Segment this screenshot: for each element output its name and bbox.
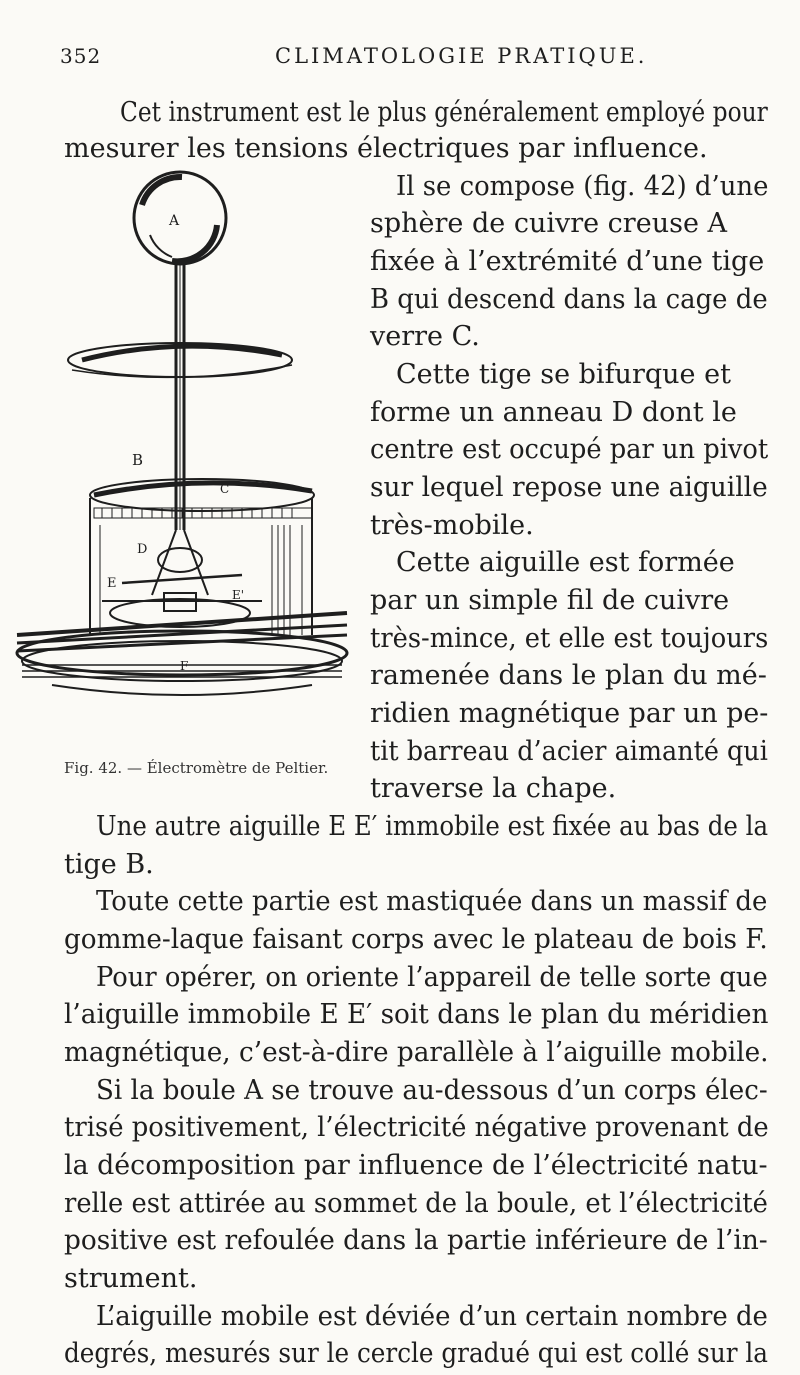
body-line: Cette tige se bifurque et [396, 359, 731, 390]
label-b: B [132, 451, 144, 469]
label-e-prime: E' [232, 588, 245, 602]
label-e: E [107, 576, 117, 591]
label-a: A [169, 213, 180, 229]
body-line: relle est attirée au sommet de la boule, et l’électricité [64, 1188, 768, 1219]
label-c: C [220, 482, 230, 496]
body-line: centre est occupé par un pivot [370, 434, 769, 465]
body-line: L’aiguille mobile est déviée d’un certain nombre de [96, 1301, 768, 1332]
body-line: Cette aiguille est formée [396, 547, 735, 578]
body-line: Si la boule A se trouve au-dessous d’un corps élec- [96, 1075, 768, 1106]
body-line: degrés, mesurés sur le cercle gradué qui est collé sur la [64, 1338, 768, 1369]
body-line: fixée à l’extrémité d’une tige [370, 246, 765, 277]
body-line: Cet instrument est le plus généralement employé pour [120, 97, 768, 128]
body-line: par un simple fil de cuivre [370, 585, 730, 616]
body-line: très-mince, et elle est toujours [370, 623, 769, 654]
body-line: positive est refoulée dans la partie inférieure de l’in- [64, 1225, 768, 1256]
figure-caption: Fig. 42. — Électromètre de Peltier. [64, 759, 329, 777]
body-line: tige B. [64, 849, 154, 880]
page-number: 352 [60, 44, 102, 68]
body-line: forme un anneau D dont le [370, 397, 737, 428]
body-line: ramenée dans le plan du mé- [370, 660, 767, 691]
body-line: l’aiguille immobile E E′ soit dans le plan du méridien [64, 999, 769, 1030]
electrometer-illustration [107, 165, 337, 755]
label-d: D [137, 542, 148, 557]
electrometer-figure [107, 165, 337, 755]
running-title: CLIMATOLOGIE PRATIQUE. [275, 44, 648, 68]
body-line: la décomposition par influence de l’électricité natu- [64, 1150, 768, 1181]
body-line: verre C. [370, 321, 480, 352]
body-line: gomme-laque faisant corps avec le plateau de bois F. [64, 924, 768, 955]
body-line: trisé positivement, l’électricité négative provenant de [64, 1112, 769, 1143]
body-line: Une autre aiguille E E′ immobile est fixée au bas de la [96, 811, 769, 842]
body-line: Pour opérer, on oriente l’appareil de telle sorte que [96, 962, 768, 993]
body-line: sphère de cuivre creuse A [370, 208, 727, 239]
body-line: très-mobile. [370, 510, 534, 541]
body-line: tit barreau d’acier aimanté qui [370, 736, 768, 767]
body-line: mesurer les tensions électriques par influence. [64, 133, 708, 164]
body-line: Il se compose (fig. 42) d’une [396, 171, 769, 202]
body-line: Toute cette partie est mastiquée dans un massif de [96, 886, 768, 917]
body-line: B qui descend dans la cage de [370, 284, 768, 315]
running-header [60, 44, 760, 78]
body-line: sur lequel repose une aiguille [370, 472, 768, 503]
body-line: strument. [64, 1263, 198, 1294]
label-f: F [180, 659, 189, 673]
body-line: ridien magnétique par un pe- [370, 698, 769, 729]
body-line: magnétique, c’est-à-dire parallèle à l’aiguille mobile. [64, 1037, 769, 1068]
body-line: traverse la chape. [370, 773, 617, 804]
